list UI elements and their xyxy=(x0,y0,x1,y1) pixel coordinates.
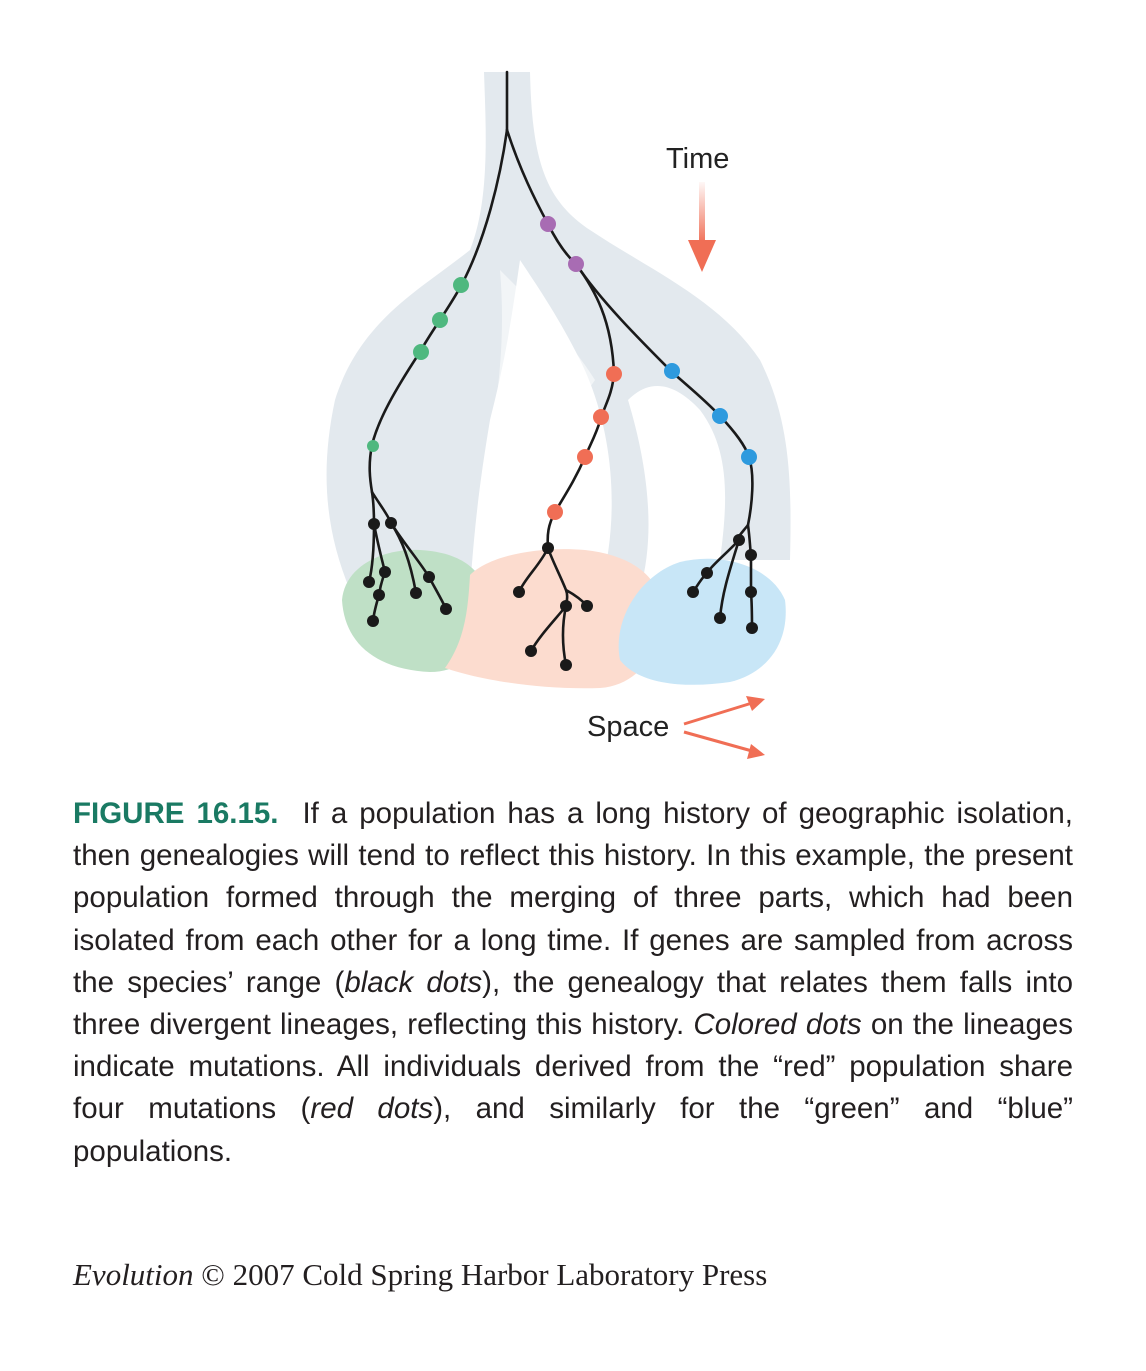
caption-colored-dots: Colored dots xyxy=(693,1008,862,1042)
space-arrows xyxy=(684,696,765,759)
node-dot xyxy=(701,567,713,579)
red-mutation-dot xyxy=(593,409,609,425)
time-label: Time xyxy=(666,143,730,175)
node-dot xyxy=(560,600,572,612)
sample-dot xyxy=(440,603,452,615)
red-mutation-dot xyxy=(606,366,622,382)
credit-book-title: Evolution xyxy=(73,1257,194,1292)
sample-dot xyxy=(410,587,422,599)
credit-rest: © 2007 Cold Spring Harbor Laboratory Press xyxy=(193,1257,768,1292)
sample-dot xyxy=(687,586,699,598)
red-mutation-dot xyxy=(577,449,593,465)
caption-label: FIGURE 16.15. xyxy=(73,797,279,830)
node-dot xyxy=(368,518,380,530)
caption-text-part3: on the lineages indicate mutations. All individuals derived from the “red” population share four mutations ( xyxy=(73,1008,1074,1126)
caption-text-part1: If a population has a long history of geographic isolation, then genealogies will tend to reflect this history. In this example, the present population formed through the merging of three parts, which had been isolated from each other for a long time. If genes are sampled from across the species’ range ( xyxy=(73,797,1073,999)
caption-black-dots: black dots xyxy=(344,965,483,999)
blue-mutation-dot xyxy=(741,449,757,465)
caption-text-part2: ), the genealogy that relates them falls into three divergent lineages, reflecting this history. xyxy=(73,965,1074,1042)
green-mutation-dot xyxy=(367,440,379,452)
caption-text-part4: ), and similarly for the “green” and “blue” populations. xyxy=(73,1092,1073,1168)
node-dot xyxy=(423,571,435,583)
node-dot xyxy=(385,517,397,529)
sample-dot xyxy=(714,612,726,624)
purple-mutation-dot xyxy=(568,256,584,272)
green-mutation-dot xyxy=(413,344,429,360)
space-label: Space xyxy=(587,711,670,743)
caption-red-dots: red dots xyxy=(310,1092,434,1126)
sample-dot xyxy=(525,645,537,657)
copyright-credit xyxy=(73,1257,767,1293)
sample-dot xyxy=(581,600,593,612)
blue-mutation-dot xyxy=(664,363,680,379)
node-dot xyxy=(542,542,554,554)
sample-dot xyxy=(367,615,379,627)
sample-dot xyxy=(560,659,572,671)
node-dot xyxy=(745,549,757,561)
sample-dot xyxy=(363,576,375,588)
sample-dot xyxy=(373,589,385,601)
sample-dot xyxy=(745,586,757,598)
green-mutation-dot xyxy=(432,312,448,328)
red-mutation-dot xyxy=(547,504,563,520)
node-dot xyxy=(733,534,745,546)
green-mutation-dot xyxy=(453,277,469,293)
sample-dot xyxy=(746,622,758,634)
purple-mutation-dot xyxy=(540,216,556,232)
blue-mutation-dot xyxy=(712,408,728,424)
time-arrow xyxy=(688,182,716,272)
node-dot xyxy=(379,566,391,578)
sample-dot xyxy=(513,586,525,598)
figure-caption xyxy=(73,793,1073,1173)
